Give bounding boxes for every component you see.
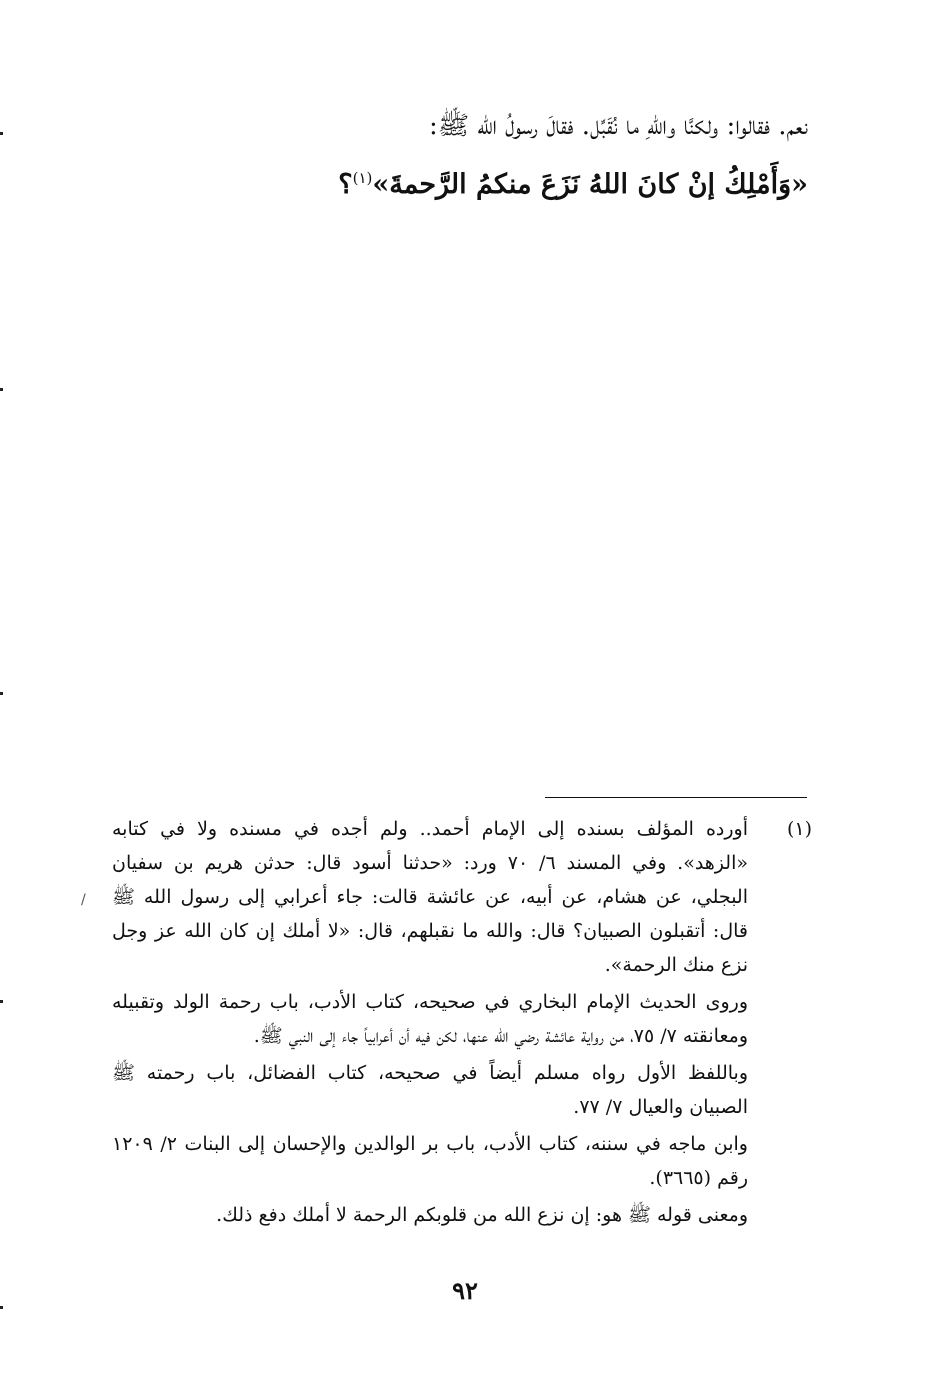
footnote-paragraph: أورده المؤلف بسنده إلى الإمام أحمد.. ولم أجده في مسنده ولا في كتابه «الزهد». وفي المسند ٦/ ٧٠ ورد: «حدثنا أسود قال: حدثن هريم بن سفيان البجلي، عن هشام، عن أبيه، عن عائشة قالت: جاء أعرابي إلى رسول الله ﷺ قال: أتقبلون الصبيان؟ قال: والله ما نقبلهم، قال: «لا أملك إن كان الله عز وجل نزع منك الرحمة».: [112, 818, 748, 976]
footnote-separator: [545, 797, 807, 798]
scan-stray-mark: /: [81, 892, 86, 908]
scan-edge-mark: [0, 388, 3, 391]
scan-edge-mark: [0, 1306, 3, 1309]
footnote-reference: (١): [352, 169, 373, 187]
scan-edge-mark: [0, 1000, 3, 1003]
footnote-number: (١): [786, 818, 812, 840]
main-text: [208, 100, 808, 211]
scan-edge-mark: [0, 132, 3, 135]
footnote-paragraph: ومعنى قوله ﷺ هو: إن نزع الله من قلوبكم الرحمة لا أملك دفع ذلك.: [216, 1204, 748, 1226]
page-number: ٩٢: [452, 1276, 478, 1305]
scan-edge-mark: [0, 692, 3, 695]
hadith-quote: «وَأَمْلِكُ إنْ كانَ اللهُ نَزَعَ منكمُ الرَّحمةَ»: [372, 169, 808, 200]
footnotes: [112, 812, 812, 1235]
footnote-paragraph: وروى الحديث الإمام البخاري في صحيحه، كتاب الأدب، باب رحمة الولد وتقبيله ومعانقته ٧/ ٧٥، من رواية عائشة رضي الله عنها، لكن فيه أن أعرابياً جاء إلى النبي ﷺ.: [112, 991, 748, 1047]
hadith-quote-line: [208, 152, 808, 211]
footnote-body: [112, 812, 748, 1232]
main-text-line: نعم. فقالوا: ولكنَّا واللهِ ما نُقَبِّل. فقالَ رسولُ الله ﷺ:: [428, 111, 808, 141]
hadith-question-mark: ؟: [338, 169, 353, 200]
footnote-paragraph: وباللفظ الأول رواه مسلم أيضاً في صحيحه، كتاب الفضائل، باب رحمته ﷺ الصبيان والعيال ٧/ ٧٧.: [112, 1062, 748, 1118]
footnote-paragraph: وابن ماجه في سننه، كتاب الأدب، باب بر الوالدين والإحسان إلى البنات ٢/ ١٢٠٩ رقم (٣٦٦٥).: [112, 1133, 748, 1189]
